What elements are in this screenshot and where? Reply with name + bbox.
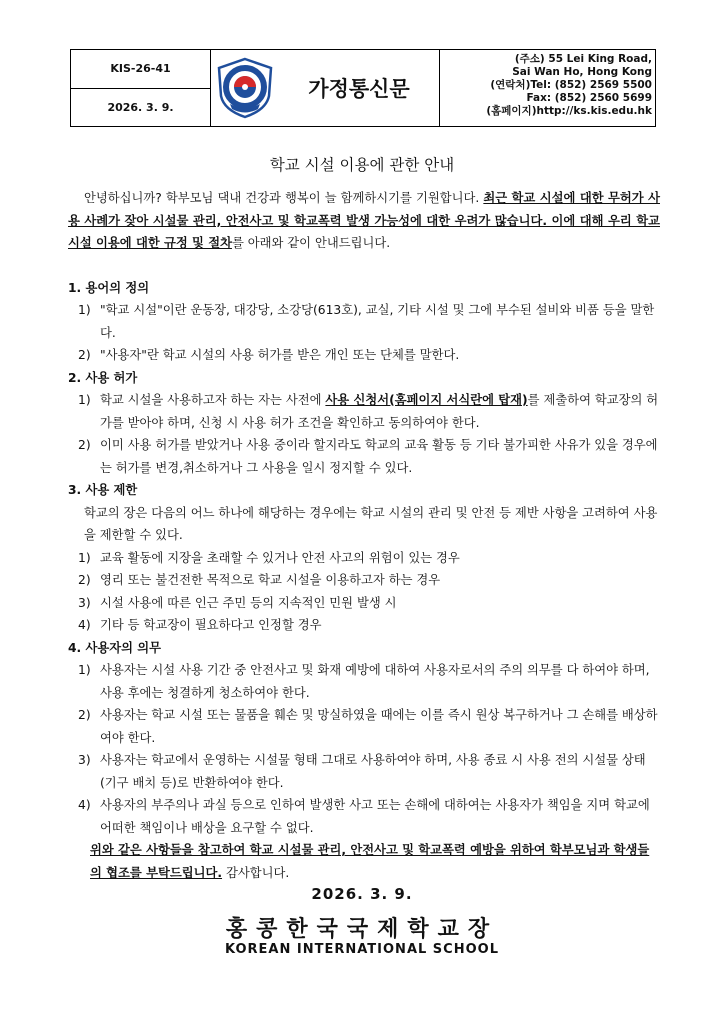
list-item [68,659,660,704]
address-line2: Sai Wan Ho, Hong Kong [512,66,652,78]
item-text: 시설 사용에 따른 인근 주민 등의 지속적인 민원 발생 시 [100,595,397,610]
item-number: 3) [78,753,91,767]
item-text [100,389,660,434]
header-meta [71,50,211,126]
letter-title: 가정통신문 [308,77,410,101]
list-item [68,434,660,479]
list-item [68,344,660,367]
document-title: 학교 시설 이용에 관한 안내 [269,156,455,174]
contact-info [439,50,655,126]
item-number: 2) [78,438,91,452]
closing-emphasis: 위와 같은 사항들을 참고하여 학교 시설물 관리, 안전사고 및 학교폭력 예방을 위하여 학부모님과 학생들의 협조를 부탁드립니다. [90,843,650,880]
doc-number: KIS-26-41 [71,50,210,89]
school-emblem-icon [214,56,276,120]
list-item [68,614,660,637]
section-title: 4. 사용자의 의무 [68,640,162,655]
item-text-part: 를 제출하여 학교장의 허가를 받아야 하며, 신청 시 사용 허가 조건을 확인하고 동의하여야 한다. [100,393,659,430]
closing-paragraph [68,839,660,884]
item-text: 사용자는 시설 사용 기간 중 안전사고 및 화재 예방에 대하여 사용자로서의 주의 의무를 다 하여야 하며, 사용 후에는 청결하게 청소하여야 한다. [100,663,650,700]
item-number: 2) [78,348,91,362]
item-text: 영리 또는 불건전한 목적으로 학교 시설을 이용하고자 하는 경우 [100,573,441,587]
section-lead: 학교의 장은 다음의 어느 하나에 해당하는 경우에는 학교 시설의 관리 및 안전 등 제반 사항을 고려하여 사용을 제한할 수 있다. [84,505,658,542]
item-number: 4) [78,798,91,812]
item-number: 3) [78,595,91,610]
section-title: 2. 사용 허가 [68,370,138,385]
item-number: 2) [78,708,91,722]
list-item [68,389,660,434]
list-item [68,592,660,615]
item-text: 기타 등 학교장이 필요하다고 인정할 경우 [100,618,322,632]
school-name-english: KOREAN INTERNATIONAL SCHOOL [225,942,499,957]
list-item [68,704,660,749]
school-name-korean: 홍콩한국국제학교장 [225,917,499,942]
list-item [68,547,660,570]
item-number: 2) [78,573,91,587]
item-text: 사용자는 학교에서 운영하는 시설물 형태 그대로 사용하여야 하며, 사용 종료 시 사용 전의 시설물 상태(기구 배치 등)로 반환하여야 한다. [100,753,646,790]
list-item [68,794,660,839]
list-item [68,749,660,794]
item-number: 1) [78,663,91,677]
website-url: (홈페이지)http://ks.kis.edu.hk [486,105,652,117]
fax-number: Fax: (852) 2560 5699 [526,92,652,104]
document-body [68,187,660,884]
item-text: "학교 시설"이란 운동장, 대강당, 소강당(613호), 교실, 기타 시설 및 그에 부수된 설비와 비품 등을 말한다. [100,303,655,340]
closing-thanks: 감사합니다. [222,865,290,880]
item-text: "사용자"란 학교 시설의 사용 허가를 받은 개인 또는 단체를 말한다. [100,348,460,362]
intro-emphasis: 최근 학교 시설에 대한 무허가 사용 사례가 잦아 시설물 관리, 안전사고 및 학교폭력 발생 가능성에 대한 우려가 많습니다. 이에 대해 우리 학교 시설 이용에 대한 규정 및 절차 [68,191,660,250]
list-item [68,299,660,344]
application-form-note: 사용 신청서(홈페이지 서식란에 탑재) [325,393,528,407]
item-text: 이미 사용 허가를 받았거나 사용 중이라 할지라도 학교의 교육 활동 등 기타 불가피한 사유가 있을 경우에는 허가를 변경,취소하거나 그 사용을 일시 정지할 수 있다. [100,438,658,475]
intro-text: 안녕하십니까? 학부모님 댁내 건강과 행복이 늘 함께하시기를 기원합니다. [84,191,484,205]
footer-date: 2026. 3. 9. [311,885,413,903]
list-item [68,569,660,592]
item-number: 1) [78,393,91,407]
header-date: 2026. 3. 9. [107,100,174,114]
item-text: 사용자는 학교 시설 또는 물품을 훼손 및 망실하였을 때에는 이를 즉시 원상 복구하거나 그 손해를 배상하여야 한다. [100,708,658,745]
item-number: 4) [78,618,91,632]
item-number: 1) [78,550,91,565]
school-logo [211,50,279,126]
section-title: 3. 사용 제한 [68,483,138,497]
intro-paragraph [68,187,660,255]
phone-number: (연락처)Tel: (852) 2569 5500 [490,79,652,91]
letter-header [70,49,656,127]
section-title: 1. 용어의 정의 [68,280,150,295]
item-text-part: 학교 시설을 사용하고자 하는 자는 사전에 [100,393,326,407]
item-text: 교육 활동에 지장을 초래할 수 있거나 안전 사고의 위험이 있는 경우 [100,550,460,565]
address-line1: (주소) 55 Lei King Road, [514,53,652,65]
item-number: 1) [78,303,91,317]
intro-text-end: 를 아래와 같이 안내드립니다. [231,236,391,250]
item-text: 사용자의 부주의나 과실 등으로 인하여 발생한 사고 또는 손해에 대하여는 사용자가 책임을 지며 학교에 어떠한 책임이나 배상을 요구할 수 없다. [100,798,650,835]
